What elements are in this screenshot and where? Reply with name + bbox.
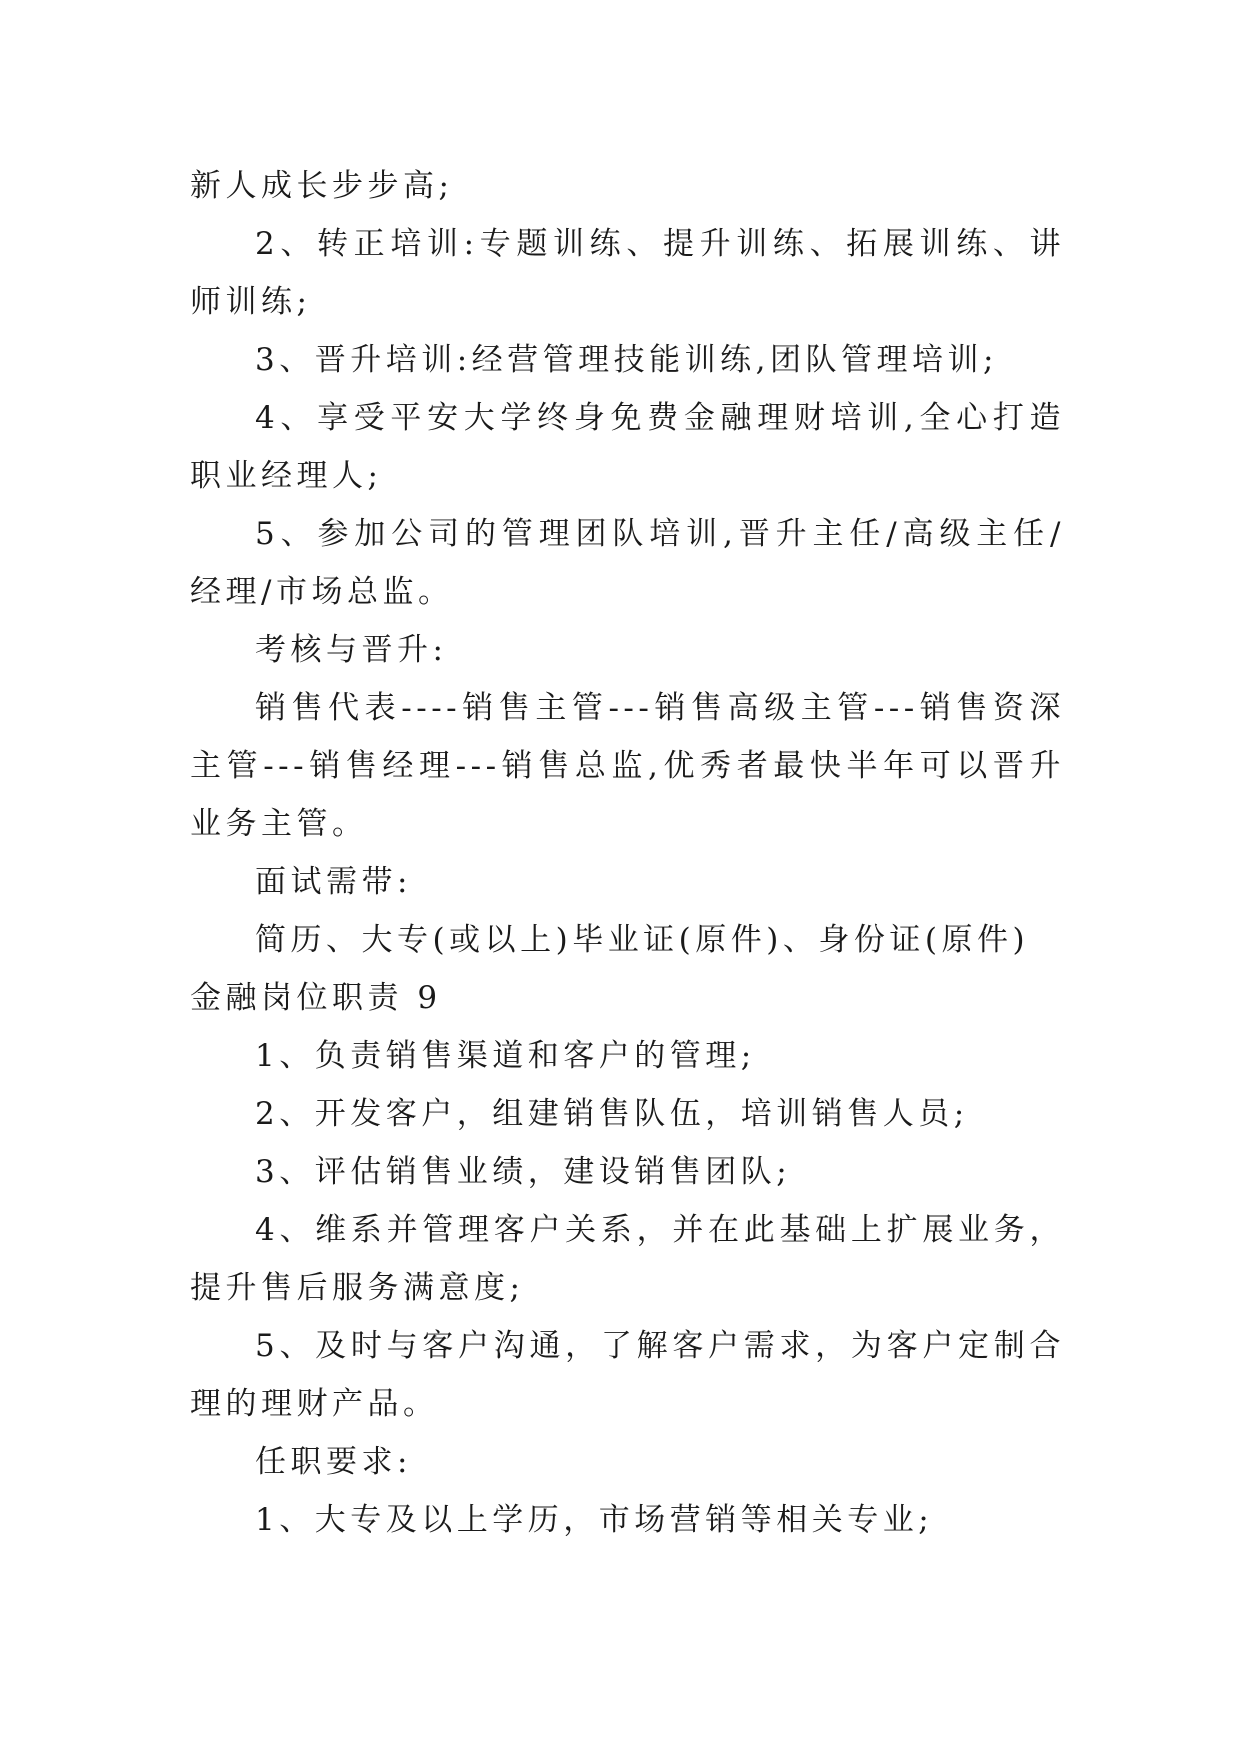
paragraph: 5、及时与客户沟通，了解客户需求，为客户定制合理的理财产品。 <box>190 1328 1065 1422</box>
paragraph: 3、晋升培训:经营管理技能训练,团队管理培训; <box>255 342 998 378</box>
section-heading: 面试需带: <box>255 864 412 900</box>
paragraph: 4、维系并管理客户关系，并在此基础上扩展业务，提升售后服务满意度; <box>190 1212 1065 1306</box>
paragraph: 1、负责销售渠道和客户的管理; <box>255 1038 756 1074</box>
document-title: 金融岗位职责 9 <box>190 980 442 1016</box>
paragraph: 3、评估销售业绩，建设销售团队; <box>255 1154 792 1190</box>
section-heading: 考核与晋升: <box>255 632 448 668</box>
document-page <box>190 157 1065 1549</box>
paragraph: 2、开发客户，组建销售队伍，培训销售人员; <box>255 1096 969 1132</box>
paragraph: 1、大专及以上学历，市场营销等相关专业; <box>255 1502 934 1538</box>
section-heading: 任职要求: <box>255 1444 412 1480</box>
paragraph: 新人成长步步高; <box>190 168 454 204</box>
paragraph: 4、享受平安大学终身免费金融理财培训,全心打造职业经理人; <box>190 400 1065 494</box>
paragraph: 5、参加公司的管理团队培训,晋升主任/高级主任/经理/市场总监。 <box>190 516 1065 610</box>
paragraph: 2、转正培训:专题训练、提升训练、拓展训练、讲师训练; <box>190 226 1065 320</box>
paragraph: 销售代表----销售主管---销售高级主管---销售资深主管---销售经理---销售总监,优秀者最快半年可以晋升业务主管。 <box>190 690 1065 842</box>
paragraph: 简历、大专(或以上)毕业证(原件)、身份证(原件) <box>255 922 1030 958</box>
